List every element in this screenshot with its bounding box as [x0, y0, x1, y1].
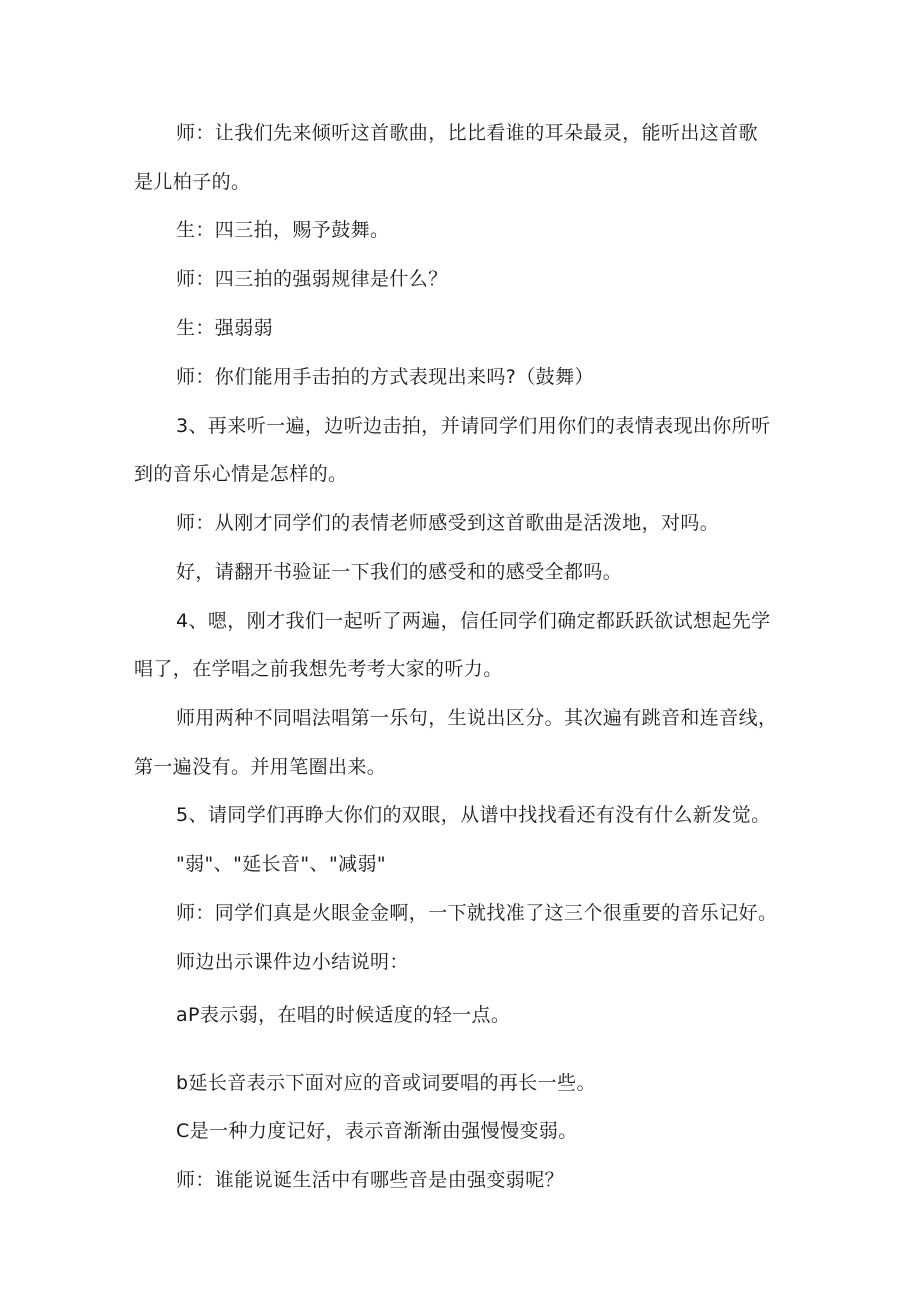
text-line: C是一种力度记好，表示音渐渐由强慢慢变弱。: [176, 1120, 578, 1142]
text-line: 师：谁能说诞生活中有哪些音是由强变弱呢？: [176, 1169, 565, 1191]
text-line: 师：让我们先来倾听这首歌曲，比比看谁的耳朵最灵，能听出这首歌: [176, 122, 759, 144]
text-line: 师：四三拍的强弱规律是什么？: [176, 268, 448, 290]
text-line: 师：你们能用手击拍的方式表现出来吗?（鼓舞）: [176, 366, 594, 388]
text-line: 第一遍没有。并用笔圈出来。: [134, 756, 387, 778]
text-line: aP表示弱，在唱的时候适度的轻一点。: [176, 1004, 511, 1026]
text-line: 师边出示课件边小结说明：: [176, 951, 409, 973]
text-line: 是儿柏子的。: [134, 171, 251, 193]
text-line: 4、嗯，刚才我们一起听了两遍，信任同学们确定都跃跃欲试想起先学: [176, 610, 771, 632]
text-line: 师用两种不同唱法唱第一乐句，生说出区分。其次遍有跳音和连音线，: [176, 707, 778, 729]
text-line: 到的音乐心情是怎样的。: [134, 463, 348, 485]
text-line: 生：四三拍，赐予鼓舞。: [176, 219, 390, 241]
text-line: "弱"、"延长音"、"减弱": [176, 853, 387, 875]
text-line: 5、请同学们再睁大你们的双眼，从谱中找找看还有没有什么新发觉。: [176, 804, 771, 826]
text-line: 师：同学们真是火眼金金啊，一下就找准了这三个很重要的音乐记好。: [176, 902, 778, 924]
text-line: 生：强弱弱: [176, 317, 274, 339]
text-line: 唱了，在学唱之前我想先考考大家的听力。: [134, 658, 503, 680]
text-line: 师：从刚才同学们的表情老师感受到这首歌曲是活泼地，对吗。: [176, 512, 720, 534]
text-line: b延长音表示下面对应的音或词要唱的再长一些。: [176, 1072, 596, 1094]
text-line: 好，请翻开书验证一下我们的感受和的感受全都吗。: [176, 561, 623, 583]
text-line: 3、再来听一遍，边听边击拍，并请同学们用你们的表情表现出你所听: [176, 415, 771, 437]
